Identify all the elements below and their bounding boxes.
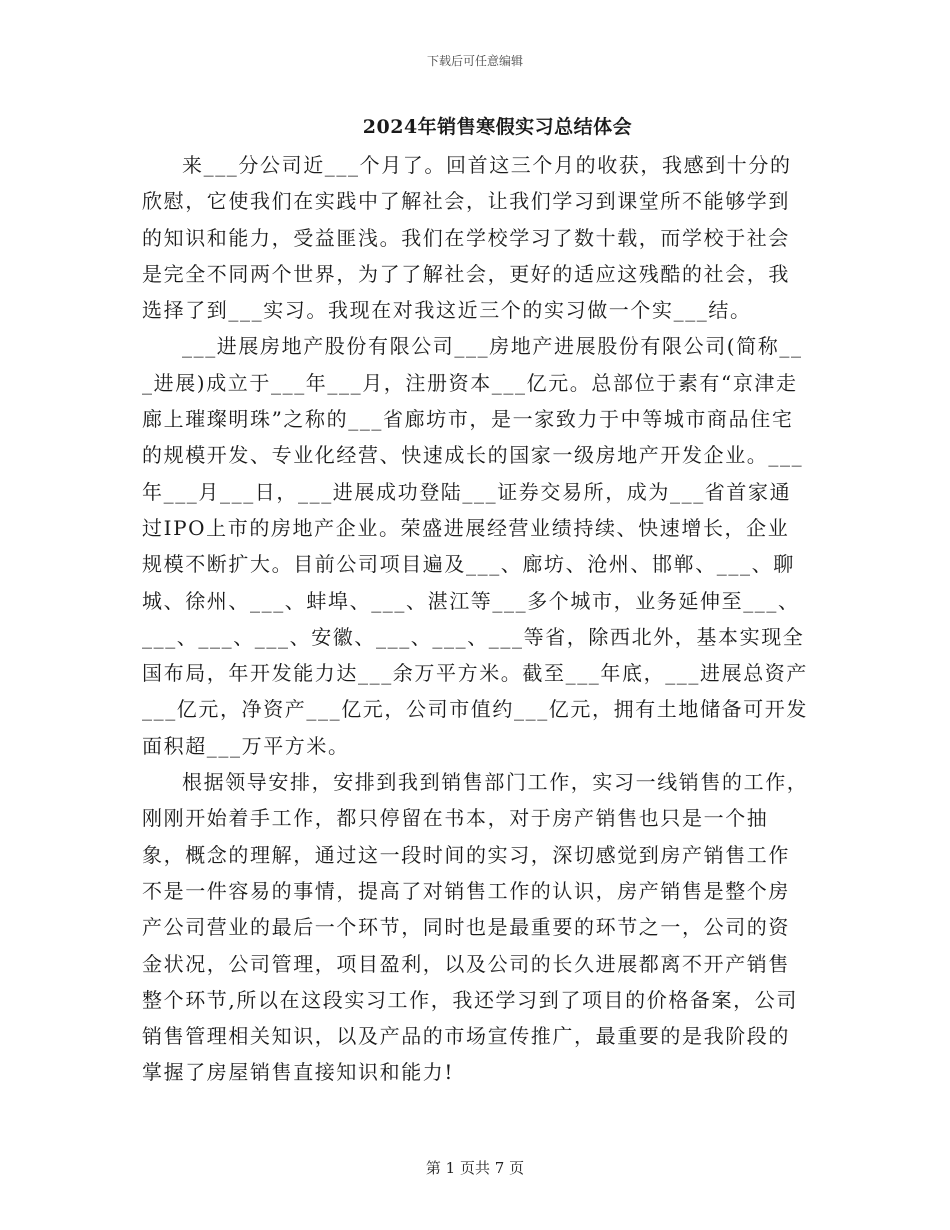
- page-number: 第 1 页共 7 页: [425, 1159, 525, 1177]
- download-note: 下载后可任意编辑: [426, 54, 523, 68]
- document-title: 2024年销售寒假实习总结体会: [362, 116, 633, 138]
- paragraph-company: ___进展房地产股份有限公司___房地产进展股份有限公司(简称___进展)成立于___年___月，注册资本___亿元。总部位于素有“京津走廊上璀璨明珠”之称的___省廊坊市，是一家致力于中等城市商品住宅的规模开发、专业化经营、快速成长的国家一级房地产开发企业。___年___月___日，___进展成功登陆___证券交易所，成为___省首家通过IPO上市的房地产企业。荣盛进展经营业绩持续、快速增长，企业规模不断扩大。目前公司项目遍及___、廊坊、沧州、邯郸、___、聊城、徐州、___、蚌埠、___、湛江等___多个城市，业务延伸至___、___、___、___、安徽、___、___、___等省，除西北外，基本实现全国布局，年开发能力达___余万平方米。截至___年底，___进展总资产___亿元，净资产___亿元，公司市值约___亿元，拥有土地储备可开发面积超___万平方米。: [142, 334, 808, 758]
- paragraph-work: 根据领导安排，安排到我到销售部门工作，实习一线销售的工作，刚刚开始着手工作，都只停留在书本，对于房产销售也只是一个抽象，概念的理解，通过这一段时间的实习，深切感觉到房产销售工作不是一件容易的事情，提高了对销售工作的认识，房产销售是整个房产公司营业的最后一个环节，同时也是最重要的环节之一，公司的资金状况，公司管理，项目盈利，以及公司的长久进展都离不开产销售整个环节,所以在这段实习工作，我还学习到了项目的价格备案，公司销售管理相关知识，以及产品的市场宣传推广，最重要的是我阶段的掌握了房屋销售直接知识和能力!: [142, 770, 809, 1085]
- paragraph-intro: 来___分公司近___个月了。回首这三个月的收获，我感到十分的欣慰，它使我们在实践中了解社会，让我们学习到课堂所不能够学到的知识和能力，受益匪浅。我们在学校学习了数十载，而学校于社会是完全不同两个世界，为了了解社会，更好的适应这残酷的社会，我选择了到___实习。我现在对我这近三个的实习做一个实___结。: [142, 153, 792, 323]
- document-body: [142, 147, 810, 1091]
